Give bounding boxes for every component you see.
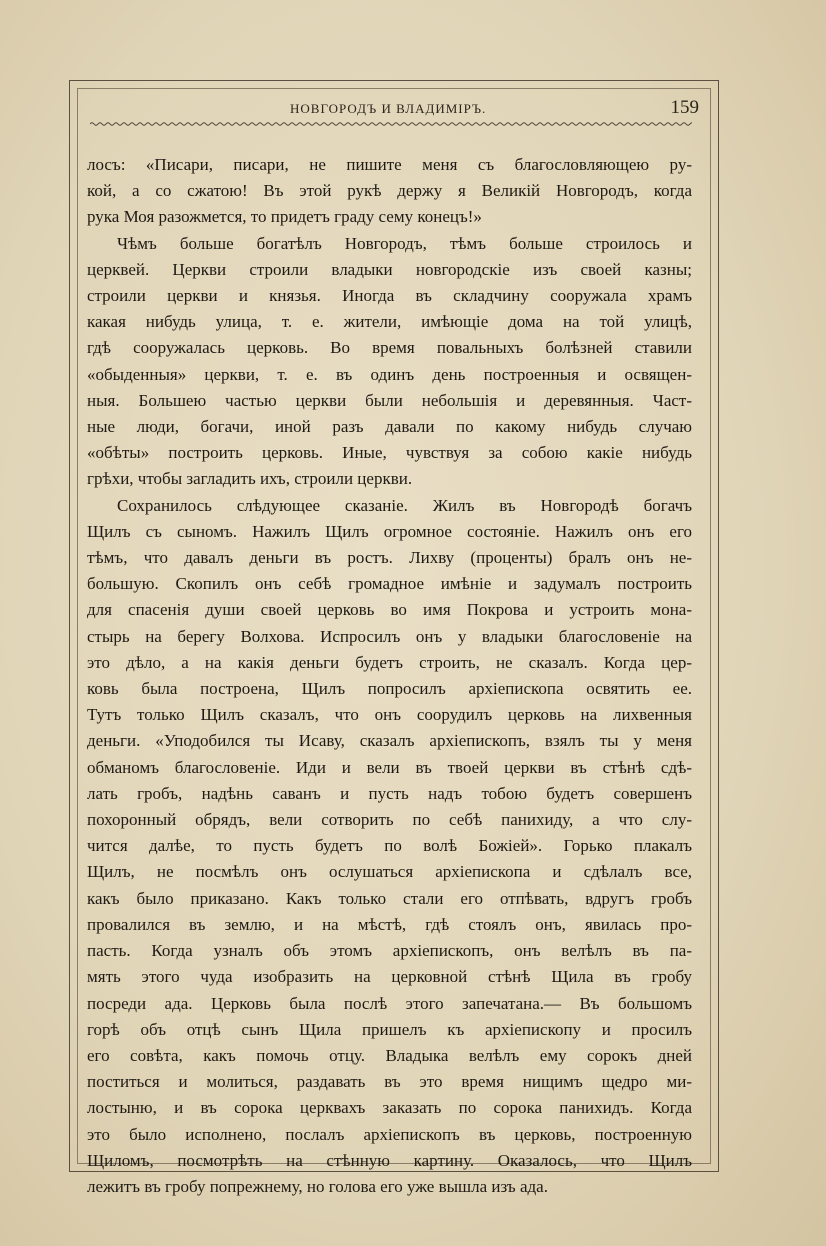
text-line: это было исполнено, послалъ архіепископъ въ церковь, построенную	[87, 1124, 692, 1144]
text-line: горѣ объ отцѣ сынъ Щила пришелъ къ архіепископу и просилъ	[87, 1019, 692, 1039]
text-line: деньги. «Уподобился ты Исаву, сказалъ архіепископъ, взялъ ты у меня	[87, 731, 692, 751]
text-line: стырь на берегу Волхова. Испросилъ онъ у владыки благословеніе на	[87, 626, 692, 646]
page-number: 159	[670, 97, 699, 118]
text-line: Щилъ съ сыномъ. Нажилъ Щилъ огромное состояніе. Нажилъ онъ его	[87, 521, 692, 541]
text-line: лать гробъ, надѣнь саванъ и пусть надъ тобою будетъ совершенъ	[87, 783, 692, 803]
text-line: мять этого чуда изобразить на церковной стѣнѣ Щила въ гробу	[87, 967, 692, 987]
running-header	[90, 97, 705, 122]
text-line: тѣмъ, что давалъ деньги въ ростъ. Лихву (проценты) бралъ онъ не-	[87, 548, 692, 568]
text-line: какъ было приказано. Какъ только стали его отпѣвать, вдругъ гробъ	[87, 888, 692, 908]
text-line: ковь была построена, Щилъ попросилъ архіепископа освятить ее.	[87, 679, 692, 699]
text-line: рука Моя разожмется, то придетъ граду сему конецъ!»	[87, 207, 482, 227]
text-line: его совѣта, какъ помочь отцу. Владыка велѣлъ ему сорокъ дней	[87, 1045, 692, 1065]
text-line: Щилъ, не посмѣлъ онъ ослушаться архіепископа и сдѣлалъ все,	[87, 862, 692, 882]
body-text	[87, 152, 692, 1200]
text-line: Тутъ только Щилъ сказалъ, что онъ соорудилъ церковь на лихвенныя	[87, 705, 692, 725]
text-line: грѣхи, чтобы загладить ихъ, строили церкви.	[87, 469, 413, 489]
text-line: большую. Скопилъ онъ себѣ громадное имѣніе и задумалъ построить	[87, 574, 692, 594]
paragraph	[87, 493, 692, 1200]
text-line: какая нибудь улица, т. е. жители, имѣющіе дома на той улицѣ,	[87, 312, 692, 332]
text-line: Чѣмъ больше богатѣлъ Новгородъ, тѣмъ больше строилось и	[117, 233, 692, 253]
text-line: ные люди, богачи, иной разъ давали по какому нибудь случаю	[87, 417, 692, 437]
header-rule	[90, 121, 692, 127]
text-line: гдѣ сооружалась церковь. Во время повальныхъ болѣзней ставили	[87, 338, 692, 358]
text-line: Щиломъ, посмотрѣть на стѣнную картину. Оказалось, что Щилъ	[87, 1150, 692, 1170]
text-line: лосъ: «Писари, писари, не пишите меня съ благословляющею ру-	[87, 155, 692, 174]
text-line: это дѣло, а на какія деньги будетъ строить, не сказалъ. Когда цер-	[87, 652, 692, 672]
text-line: строили церкви и князья. Иногда въ складчину сооружала храмъ	[87, 286, 692, 306]
text-line: Сохранилось слѣдующее сказаніе. Жилъ въ Новгородѣ богачъ	[117, 495, 692, 515]
text-line: обманомъ благословеніе. Иди и вели въ твоей церкви въ стѣнѣ сдѣ-	[87, 757, 692, 777]
text-line: пасть. Когда узналъ объ этомъ архіепископъ, онъ велѣлъ въ па-	[87, 941, 692, 961]
running-title: НОВГОРОДЪ И ВЛАДИМІРЪ.	[290, 101, 487, 116]
text-line: лежитъ въ гробу попрежнему, но голова его уже вышла изъ ада.	[87, 1176, 548, 1196]
text-line: лостыню, и въ сорока церквахъ заказать по сорока панихидъ. Когда	[87, 1098, 692, 1118]
text-line: для спасенія души своей церковь во имя Покрова и устроить мона-	[87, 600, 692, 620]
text-line: похоронный обрядъ, вели сотворить по себѣ панихиду, а что слу-	[87, 810, 692, 830]
text-line: церквей. Церкви строили владыки новгородскіе изъ своей казны;	[87, 259, 692, 279]
text-line: провалился въ землю, и на мѣстѣ, гдѣ стоялъ онъ, явилась про-	[87, 914, 692, 934]
text-line: «обѣты» построить церковь. Иные, чувствуя за собою какіе нибудь	[87, 443, 692, 463]
text-line: кой, а со сжатою! Въ этой рукѣ держу я Великій Новгородъ, когда	[87, 181, 692, 201]
text-line: ныя. Большею частью церкви были небольшія и деревянныя. Част-	[87, 390, 692, 410]
paragraph	[87, 231, 692, 493]
text-line: посреди ада. Церковь была послѣ этого запечатана.— Въ большомъ	[87, 993, 692, 1013]
paragraph	[87, 152, 692, 231]
text-line: поститься и молиться, раздавать въ это время нищимъ щедро ми-	[87, 1072, 692, 1092]
text-line: чится далѣе, то пусть будетъ по волѣ Божіей». Горько плакалъ	[87, 836, 692, 856]
text-line: «обыденныя» церкви, т. е. въ одинъ день построенныя и освящен-	[87, 364, 692, 384]
